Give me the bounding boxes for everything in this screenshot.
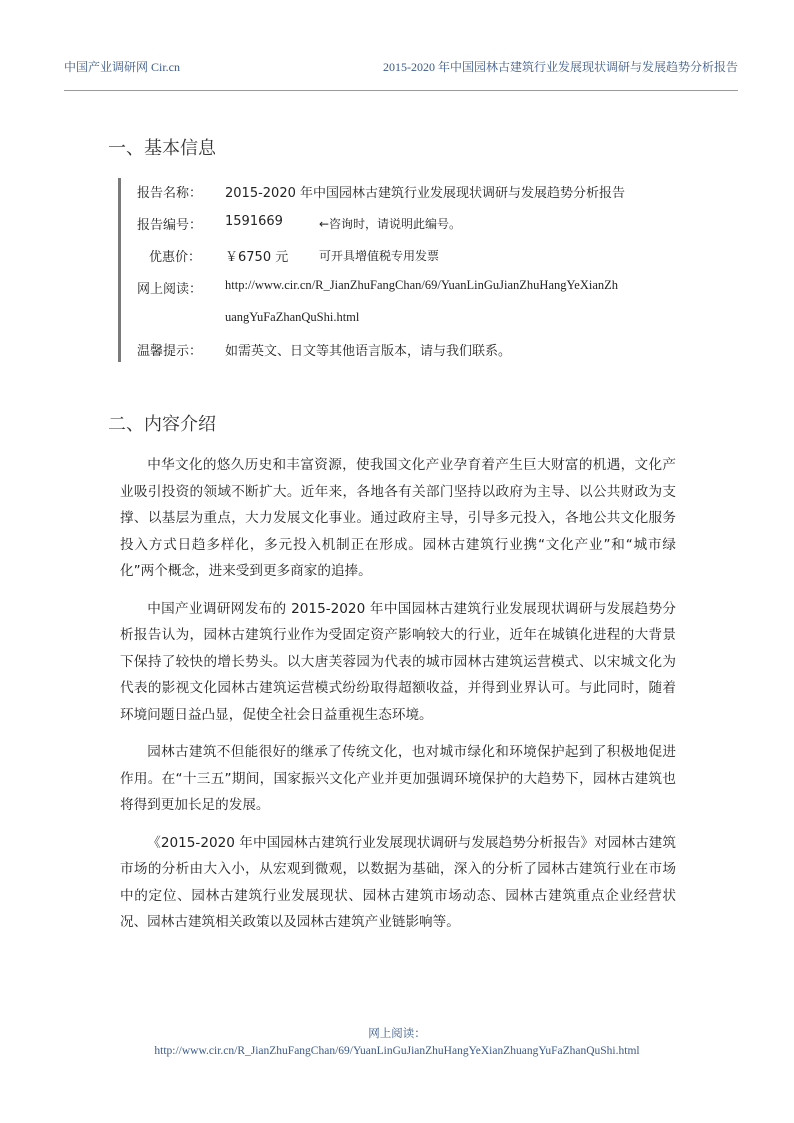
tip-value: 如需英文、日文等其他语言版本，请与我们联系。 [225, 344, 512, 359]
content-paragraph-3: 园林古建筑不但能很好的继承了传统文化，也对城市绿化和环境保护起到了积极地促进作用。在“十三五”期间，国家振兴文化产业并更加强调环境保护的大趋势下，园林古建筑也将得到更加长足的发展。 [120, 744, 676, 813]
price-label: 优惠价： [149, 250, 202, 265]
report-name-value: 2015-2020 年中国园林古建筑行业发展现状调研与发展趋势分析报告 [225, 186, 625, 201]
content-paragraph-2: 中国产业调研网发布的 2015-2020 年中国园林古建筑行业发展现状调研与发展趋势分析报告认为，园林古建筑行业作为受固定资产影响较大的行业，近年在城镇化进程的大背景下保持了较快的增长势头。以大唐芙蓉园为代表的城市园林古建筑运营模式、以宋城文化为代表的影视文化园林古建筑运营模式纷纷取得超额收益，并得到业界认可。与此同时，随着环境问题日益凸显，促使全社会日益重视生态环境。 [120, 600, 676, 723]
content-intro [120, 452, 676, 947]
report-name-label: 报告名称： [137, 186, 203, 201]
price-note: 可开具增值税专用发票 [319, 249, 440, 263]
content-paragraph-1: 中华文化的悠久历史和丰富资源，使我国文化产业孕育着产生巨大财富的机遇，文化产业吸引投资的领域不断扩大。近年来，各地各有关部门坚持以政府为主导、以公共财政为支撑、以基层为重点，大力发展文化事业。通过政府主导，引导多元投入，各地公共文化服务投入方式日趋多样化，多元投入机制正在形成。园林古建筑行业携“文化产业”和“城市绿化”两个概念，进来受到更多商家的追捧。 [120, 457, 676, 579]
page-header [64, 58, 738, 91]
content-paragraph-4: 《2015-2020 年中国园林古建筑行业发展现状调研与发展趋势分析报告》对园林古建筑市场的分析由大入小，从宏观到微观，以数据为基础，深入的分析了园林古建筑行业在市场中的定位、园林古建筑行业发展现状、园林古建筑市场动态、园林古建筑重点企业经营状况、园林古建筑相关政策以及园林古建筑产业链影响等。 [120, 834, 676, 930]
tip-label: 温馨提示： [137, 344, 203, 359]
report-number-value: 1591669 [225, 214, 283, 229]
basic-info-block [118, 178, 701, 362]
section-title-content: 二、内容介绍 [108, 414, 216, 435]
online-url-line-2[interactable]: uangYuFaZhanQuShi.html [225, 310, 360, 324]
section-title-basic-info: 一、基本信息 [108, 138, 216, 159]
report-number-note: ←咨询时，请说明此编号。 [319, 217, 462, 231]
price-value: ￥6750 元 [225, 250, 289, 265]
page-footer [0, 1026, 794, 1060]
report-number-label: 报告编号： [137, 218, 203, 233]
online-url-line-1[interactable]: http://www.cir.cn/R_JianZhuFangChan/69/YuanLinGuJianZhuHangYeXianZh [225, 278, 619, 292]
header-site-name[interactable]: 中国产业调研网 Cir.cn [64, 60, 180, 74]
header-report-title: 2015-2020 年中国园林古建筑行业发展现状调研与发展趋势分析报告 [383, 60, 738, 74]
online-reading-label: 网上阅读： [137, 282, 203, 297]
footer-label: 网上阅读： [368, 1028, 426, 1040]
footer-url[interactable]: http://www.cir.cn/R_JianZhuFangChan/69/YuanLinGuJianZhuHangYeXianZhuangYuFaZhanQuShi.html [154, 1045, 640, 1057]
